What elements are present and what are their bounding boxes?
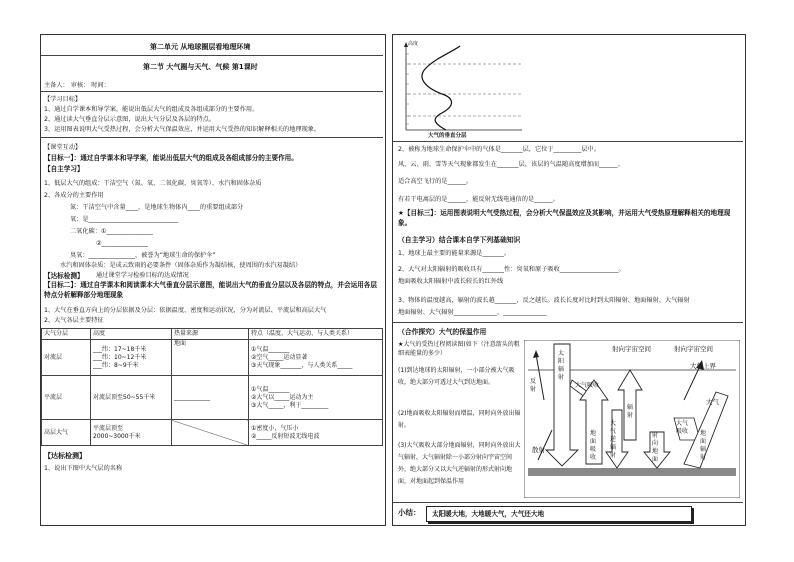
self-study-header: 【自主学习】 [44,165,84,173]
table-cell-diagonal [172,420,249,446]
label-absorb-1: 大气吸收 [575,382,600,389]
table-cell [249,420,383,446]
summary-label: 小结： [398,508,421,517]
divider [393,141,743,142]
divider [41,91,383,92]
label-atmosphere: 大气 [706,398,719,406]
label-absorb-2: 大气吸收 [676,420,689,435]
cell-line: 平流层顶至 [93,424,124,432]
check-question-1: 1、说出下图中大气层的名称 [44,465,123,472]
table-cell [91,340,172,376]
table-cell [249,376,383,420]
process-step: (1)到达地球的太阳辐射，一小部分被大气吸收，绝大部分可透过大气到达地面。 [398,367,515,386]
table-cell: 高层大气 [42,420,91,446]
table-cell: 地面 [172,340,249,376]
graph-x-label: 大气的垂直分层 [428,133,467,139]
label-to-ground: 射向地面 [652,432,659,463]
divider [393,502,743,503]
interaction-header: 【课堂互动】 [44,144,82,151]
divider [393,322,743,323]
process-step: (2)地面吸收太阳辐射而增温，同时向外放出辐射。 [398,410,521,429]
goal-header: 【学习目标】 [44,96,82,103]
unit-title: 第二单元 从地球圈层看地理环境 [150,43,251,51]
basic-item: 地面吸收太阳辐射中波长较长的红外线 [398,278,504,285]
composition-line: 1、低层大气的组成：干洁空气（氮、氧、二氧化碳、臭氧等）、水汽和固体杂质 [44,180,262,187]
label-ground-rad: 地面辐射 [700,430,707,461]
table-cell [91,420,172,446]
cell-line: ①气温_______ [251,345,290,353]
cell-line: ___纬：17~18千米 [93,345,147,353]
check-header-2: 【达标检测】 [44,452,86,460]
cell-line: ③大气_____，利于_________ [251,401,329,409]
goal-three: ★【目标三】：运用图表说明大气受热过程，会分析大气保温效应及其影响，并运用大气受热原理解释相关的地理现象。 [398,209,731,227]
label-top-boundary: 大气上界 [690,362,716,370]
question-5: 有若干电离层的是______，能反射无线电通信的是______。 [398,196,559,203]
cell-line: ①气温_______ [251,385,290,393]
check-text: 通过课堂学习检验目标的达成情况 [96,272,189,279]
table-cell: 平流层 [42,376,91,420]
cell-line: 2000~3000千米 [93,432,141,440]
table-header: 特点（温度、大气运动、与人类关系） [249,329,383,340]
table-cell: 对流层 [42,340,91,376]
cell-line: ②_____反射短波无线电波 [251,432,320,440]
cell-line: ③天气现象_______，与人类关系_____ [251,361,353,369]
table-cell: ____________ [172,376,249,420]
label-space-b: 射向宇宙空间 [674,345,713,353]
question-2: 2、被称为地球生命保护伞中的气体是_______层，它位于_________层中。 [398,146,600,153]
label-reflect: 反射 [530,378,537,393]
self-study-header-2: （自主学习）结合课本自学下列基础知识 [398,236,521,244]
goal-two: 【目标二】：通过自学课本和阅读课本大气垂直分层示意图，能说出大气的垂直分层以及各层的特点，并会运用各层特点分析解释部分地理现象 [44,281,377,299]
label-radiation: 辐射 [627,404,634,419]
label-solar: 太阳辐射 [558,350,565,381]
composition-line: 臭氧：_______________，被誉为“地球生命的保护伞” [70,252,216,259]
table-header: 高度 [91,329,172,340]
atmosphere-layers-table [41,328,383,446]
cell-line: ②空气_____运动显著 [251,353,308,361]
graph-y-label: 高度 [408,41,419,47]
goal-item: 1、通过自学课本和导学案，能说出低层大气的组成及各组成部分的主要作用。 [44,106,259,113]
question-4: 适合高空飞行的是______。 [398,178,473,185]
table-header: 大气分层 [42,329,91,340]
composition-line: 二氧化碳：①_______________ [70,228,153,235]
atmosphere-profile-graph [396,38,532,140]
cell-line: ___纬：10~12千米 [93,353,147,361]
cell-line: ②大气以_____运动为主 [251,393,314,401]
table-header: 热量来源 [172,329,249,340]
goal-item: 3、运用图表说明大气受热过程，会分析大气保温效应，并运用大气受热的知识解释相关的地理现象。 [44,126,321,133]
goal-item: 2、通过读大气垂直分层示意图，说出大气分层及各层的特点。 [44,116,215,123]
basic-item: 地面辐射、大气辐射______________，______________ [398,309,547,316]
label-scatter: 散射 [532,446,545,454]
table-cell [249,340,383,376]
explore-header: （合作探究）大气的保温作用 [398,328,487,336]
divider [41,137,383,138]
section-title: 第二节 大气圈与天气、气候 第1课时 [143,63,258,71]
check-header: 【达标检测】 [44,272,84,280]
goal-one: 【目标一】：通过自学课本和导学案，能说出低层大气的组成及各组成部分的主要作用。 [44,154,298,162]
composition-line: 氮：干洁空气中含量____，是地球生物体内____的重要组成部分 [70,204,244,211]
label-ground-absorb: 地面吸收 [590,430,597,461]
explore-subheader: ★大气的受热过程阅读图(如下（注意箭头的粗细表能量的多少） [398,341,520,357]
question-3: 风、云、雨、雪等天气现象都发生在_______层，该层的气温随高度增加而______。 [398,161,624,168]
composition-line: 氧：是_____________________________ [70,216,179,223]
layers-intro: 1、大气在垂直方向上的分层依据及分层：依据温度、密度和运动状况，分为对流层、平流层和高层大气 [44,307,327,314]
table-cell: 对流层顶至50~55千米 [91,376,172,420]
summary-text: 太阳暖大地，大地暖大气，大气还大地 [432,510,545,518]
label-counter: 大气逆辐射 [610,420,617,459]
composition-line: 2、各成分的主要作用 [44,192,104,199]
composition-line: ②_______________ [96,240,148,247]
basic-item: 1、地球上最主要的能量来源是_______。 [398,250,511,257]
info-line: 主备人： 审核： 时间： [44,82,110,89]
layers-intro: 2、大气各层主要特征 [44,317,104,324]
basic-item: 3、物体的温度越高，辐射的波长越_______，反之越长。波长长度对比时到太阳辐射、地面辐射、大气辐射 [398,297,690,304]
label-space-a: 射向宇宙空间 [612,345,651,353]
composition-line: 水汽和固体杂质：是成云致雨的必要条件（固体杂质作为凝结核，使周围的水汽易凝结） [60,262,302,269]
process-step: (3)大气吸收大部分地面辐射，同时向外放出大气辐射，大气辐射除一小部分射向宇宙空间外，绝大部分又以大气逆辐射的形式射向地面，对地面起到保温作用 [398,442,521,485]
basic-item: 2、大气对太阳辐射的吸收具有_______性：臭氧和原子吸收___________________。 [398,266,625,273]
cell-line: ___纬：8~9千米 [93,361,139,369]
divider [41,55,383,56]
cell-line: ①密度小，气压小 [251,424,299,432]
